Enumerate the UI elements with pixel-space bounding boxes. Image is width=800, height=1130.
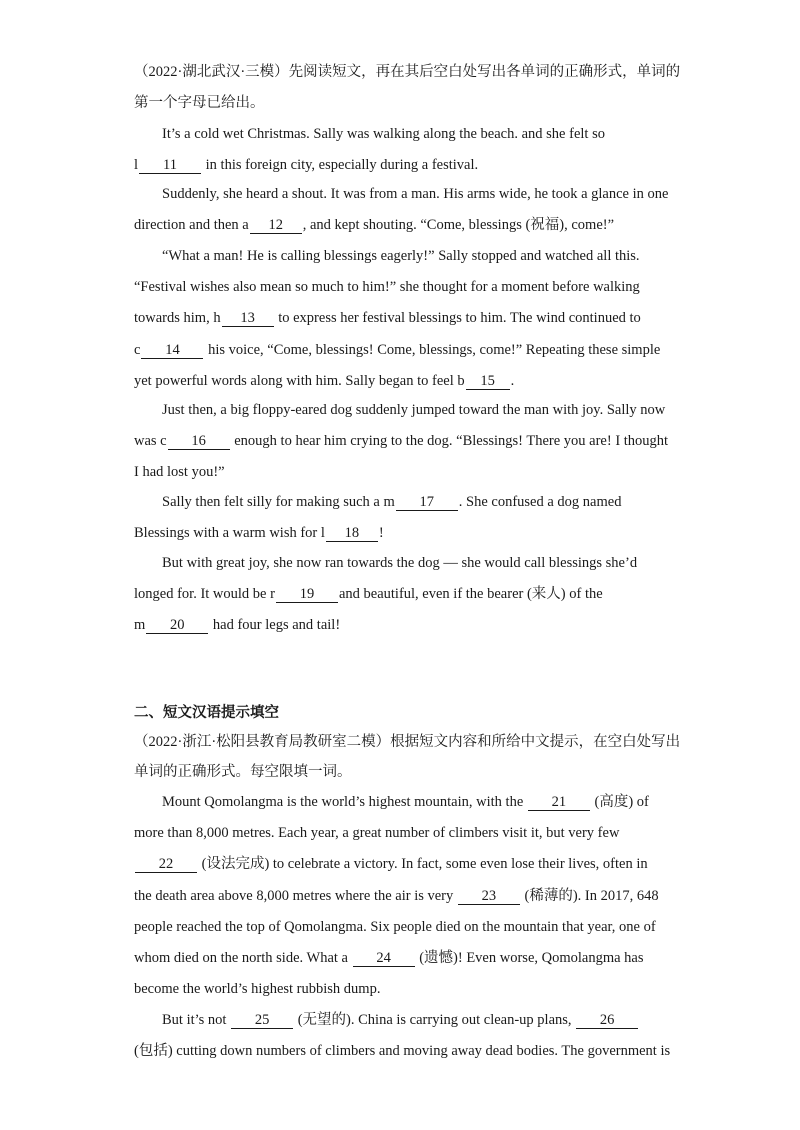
passage-line: Mount Qomolangma is the world’s highest mountain, with the 21 (高度) of xyxy=(162,794,649,810)
passage-line: whom died on the north side. What a 24 (遗憾)! Even worse, Qomolangma has xyxy=(134,950,644,966)
passage-line: (包括) cutting down numbers of climbers and moving away dead bodies. The government is xyxy=(134,1043,671,1059)
passage-line: But with great joy, she now ran towards the dog — she would call blessings she’d xyxy=(162,555,638,571)
blank-19[interactable]: 19 xyxy=(276,586,338,603)
blank-13[interactable]: 13 xyxy=(222,310,274,327)
passage-line: But it’s not 25 (无望的). China is carrying out clean-up plans, 26 xyxy=(162,1010,639,1030)
passage-line: Sally then felt silly for making such a m 17 . She confused a dog named xyxy=(162,494,622,510)
blank-21[interactable]: 21 xyxy=(528,794,590,811)
passage-line: It’s a cold wet Christmas. Sally was walking along the beach. and she felt so xyxy=(162,126,605,142)
passage-line: I had lost you!” xyxy=(134,464,225,480)
blank-15[interactable]: 15 xyxy=(466,373,510,390)
passage-line: the death area above 8,000 metres where the air is very 23 (稀薄的). In 2017, 648 xyxy=(134,888,659,904)
instruction-text: （2022·湖北武汉·三模）先阅读短文，再在其后空白处写出各单词的正确形式，单词的 xyxy=(134,64,681,80)
blank-11[interactable]: 11 xyxy=(139,157,201,174)
instruction-text: 单词的正确形式。每空限填一词。 xyxy=(134,764,352,780)
passage-line: l 11 in this foreign city, especially during a festival. xyxy=(134,157,479,173)
blank-26[interactable]: 26 xyxy=(576,1012,638,1029)
blank-17[interactable]: 17 xyxy=(396,494,458,511)
passage-line: was c 16 enough to hear him crying to the dog. “Blessings! There you are! I thought xyxy=(134,433,669,449)
passage-line: yet powerful words along with him. Sally began to feel b 15 . xyxy=(134,373,515,389)
passage-line: longed for. It would be r 19 and beautiful, even if the bearer (来人) of the xyxy=(134,586,603,602)
blank-24[interactable]: 24 xyxy=(353,950,415,967)
passage-line: “What a man! He is calling blessings eagerly!” Sally stopped and watched all this. xyxy=(162,248,640,264)
section-heading: 二、短文汉语提示填空 xyxy=(134,705,279,721)
passage-line: Blessings with a warm wish for l 18 ! xyxy=(134,525,384,541)
passage-line: Just then, a big floppy-eared dog suddenly jumped toward the man with joy. Sally now xyxy=(162,402,666,418)
blank-14[interactable]: 14 xyxy=(141,342,203,359)
passage-line: m 20 had four legs and tail! xyxy=(134,617,341,633)
blank-18[interactable]: 18 xyxy=(326,525,378,542)
passage-line: 22 (设法完成) to celebrate a victory. In fact, some even lose their lives, often in xyxy=(134,854,648,874)
passage-line: direction and then a 12 , and kept shouting. “Come, blessings (祝福), come!” xyxy=(134,217,615,233)
blank-23[interactable]: 23 xyxy=(458,888,520,905)
blank-16[interactable]: 16 xyxy=(168,433,230,450)
blank-25[interactable]: 25 xyxy=(231,1012,293,1029)
passage-line: become the world’s highest rubbish dump. xyxy=(134,981,381,997)
instruction-text: 第一个字母已给出。 xyxy=(134,95,265,111)
blank-20[interactable]: 20 xyxy=(146,617,208,634)
passage-line: towards him, h 13 to express her festival blessings to him. The wind continued to xyxy=(134,310,641,326)
passage-line: people reached the top of Qomolangma. Six people died on the mountain that year, one of xyxy=(134,919,656,935)
blank-12[interactable]: 12 xyxy=(250,217,302,234)
passage-line: “Festival wishes also mean so much to him!” she thought for a moment before walking xyxy=(134,279,640,295)
passage-line: more than 8,000 metres. Each year, a great number of climbers visit it, but very few xyxy=(134,825,620,841)
passage-line: Suddenly, she heard a shout. It was from a man. His arms wide, he took a glance in one xyxy=(162,186,669,202)
blank-22[interactable]: 22 xyxy=(135,856,197,873)
passage-line: c 14 his voice, “Come, blessings! Come, blessings, come!” Repeating these simple xyxy=(134,342,661,358)
instruction-text: （2022·浙江·松阳县教育局教研室二模）根据短文内容和所给中文提示，在空白处写出 xyxy=(134,734,681,750)
